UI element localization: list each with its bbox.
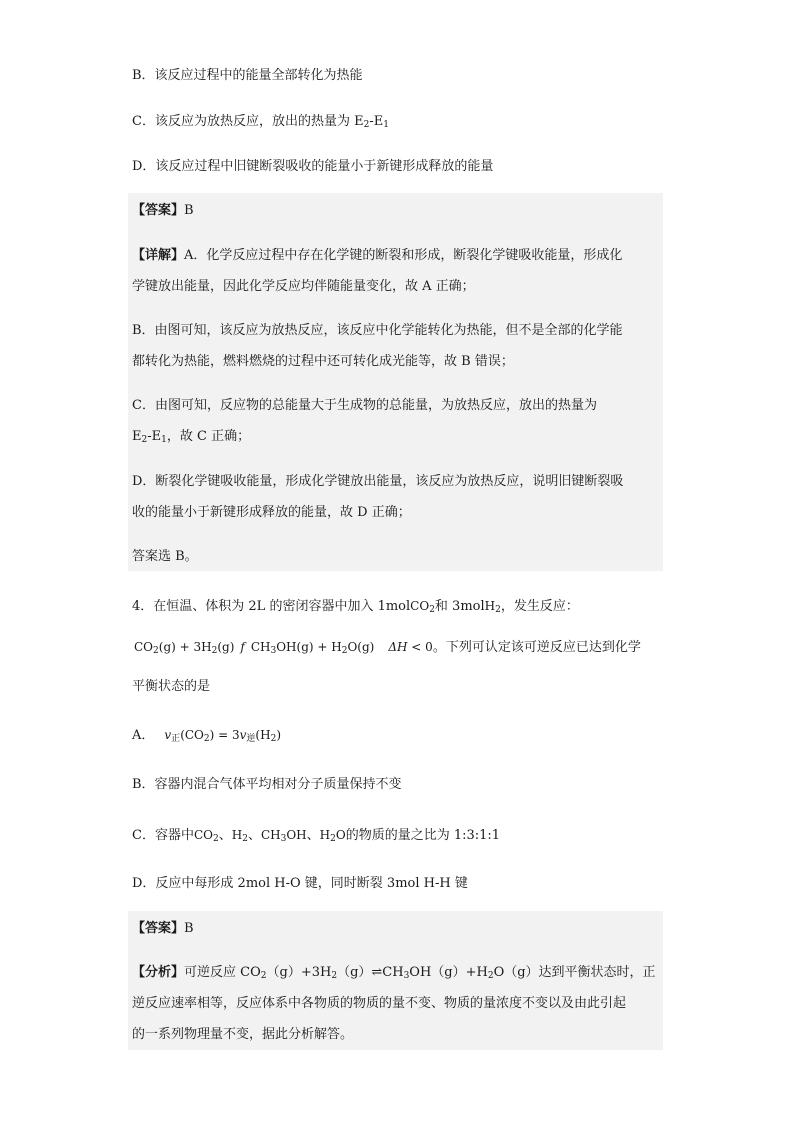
explain-d-line2: 收的能量小于新键形成释放的能量，故 D 正确；: [132, 505, 411, 520]
q4-option-d: D．反应中每形成 2mol H-O 键，同时断裂 3mol H-H 键: [132, 876, 468, 891]
explain-b-line2: 都转化为热能，燃料燃烧的过程中还可转化成光能等，故 B 错误；: [132, 354, 514, 369]
analysis-line2: 逆反应速率相等，反应体系中各物质的物质的量不变、物质的量浓度不变以及由此引起: [132, 996, 627, 1011]
q4-stem-line3: 平衡状态的是: [132, 679, 211, 694]
q4-stem-line1: 4．在恒温、体积为 2L 的密闭容器中加入 1molCO$_2$和 3molH$_2$，发生反应：: [132, 599, 579, 615]
answer-line-2: 【答案】B: [132, 921, 194, 936]
explain-c-line1: C．由图可知，反应物的总能量大于生成物的总能量，为放热反应，放出的热量为: [132, 398, 597, 413]
q4-option-c: C．容器中$CO_2$、$H_2$、$CH_3OH$、$H_2O$的物质的量之比为 1:3:1:1: [132, 828, 501, 844]
option-d: D．该反应过程中旧键断裂吸收的能量小于新键形成释放的能量: [132, 159, 494, 174]
analysis-line1: 【分析】可逆反应 $CO_2(g)+3H_2(g)\rightleftharpoons CH_3OH(g)+H_2O(g)$达到平衡状态时，正: [132, 965, 656, 981]
option-c: C．该反应为放热反应，放出的热量为 $E_2-E_1$: [132, 114, 389, 130]
q4-option-b: B．容器内混合气体平均相对分子质量保持不变: [132, 777, 402, 792]
explain-a-line2: 学键放出能量，因此化学反应均伴随能量变化，故 A 正确；: [132, 279, 475, 294]
explain-d-line1: D．断裂化学键吸收能量，形成化学键放出能量，该反应为放热反应，说明旧键断裂吸: [132, 474, 624, 489]
q4-equation-line: $CO_2(g) + 3H_2(g)$ f $CH_3OH(g) + H_2O(g) \Delta H < 0$。下列可认定该可逆反应已达到化学: [134, 640, 641, 656]
explain-c-line2: $E_2-E_1$，故 C 正确；: [132, 429, 251, 445]
answer-line-1: 【答案】B: [132, 203, 194, 218]
explain-b-line1: B．由图可知，该反应为放热反应，该反应中化学能转化为热能，但不是全部的化学能: [132, 323, 623, 338]
explain-a-line1: 【详解】A．化学反应过程中存在化学键的断裂和形成，断裂化学键吸收能量，形成化: [132, 248, 623, 263]
option-b: B．该反应过程中的能量全部转化为热能: [132, 68, 363, 83]
analysis-line3: 的一系列物理量不变，据此分析解答。: [132, 1027, 354, 1042]
q4-option-a: A． $v_正(CO_2) = 3v_逆(H_2)$: [132, 728, 281, 744]
explain-final: 答案选 B。: [132, 549, 198, 564]
